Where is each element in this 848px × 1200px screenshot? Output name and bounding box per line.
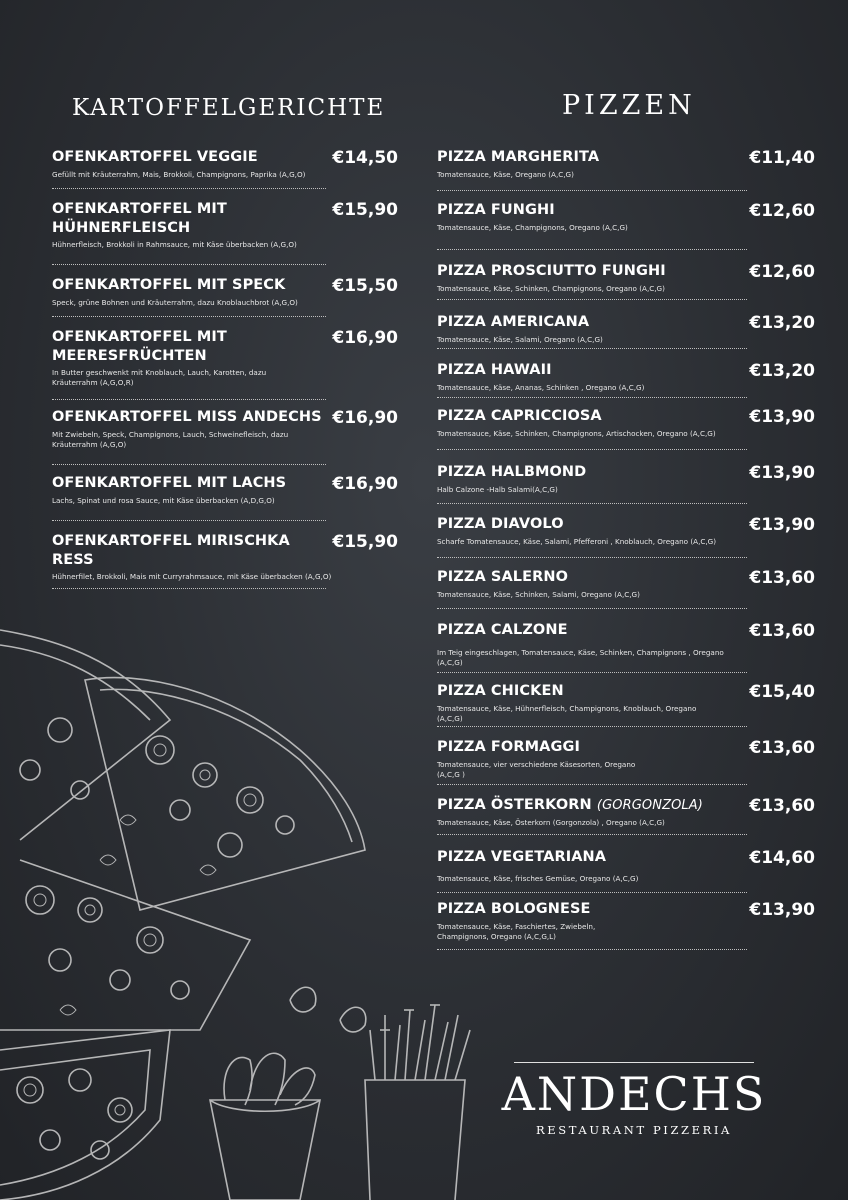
menu-item (437, 738, 815, 796)
item-price: €13,60 (749, 796, 815, 816)
menu-item (437, 848, 815, 900)
item-name: PIZZA CHICKEN (437, 683, 564, 699)
menu-item (52, 532, 398, 602)
dotted-divider (52, 399, 326, 400)
dotted-divider (437, 784, 747, 785)
menu-item (437, 682, 815, 738)
item-name: OFENKARTOFFEL MIRISCHKA RESS (52, 533, 290, 568)
item-name-note: (GORGONZOLA) (596, 798, 703, 813)
item-name: PIZZA FUNGHI (437, 202, 555, 218)
dotted-divider (52, 188, 326, 189)
menu-item (437, 900, 815, 960)
item-price: €15,90 (332, 532, 398, 552)
item-name: OFENKARTOFFEL VEGGIE (52, 149, 258, 165)
item-name: PIZZA HAWAII (437, 362, 552, 378)
dotted-divider (437, 299, 747, 300)
item-name: PIZZA ÖSTERKORN (GORGONZOLA) (437, 797, 703, 813)
item-name: OFENKARTOFFEL MIT MEERESFRÜCHTEN (52, 329, 227, 364)
item-description: Im Teig eingeschlagen, Tomatensauce, Käse, Schinken, Champignons , Oregano (A,C,G) (437, 648, 724, 667)
item-price: €12,60 (749, 201, 815, 221)
item-price: €13,20 (749, 313, 815, 333)
item-name: PIZZA SALERNO (437, 569, 569, 585)
dotted-divider (437, 190, 747, 191)
dotted-divider (437, 834, 747, 835)
brand-logo (490, 1062, 778, 1137)
brand-top-rule (514, 1062, 754, 1063)
menu-item (437, 568, 815, 621)
item-price: €14,60 (749, 848, 815, 868)
item-price: €13,90 (749, 463, 815, 483)
dotted-divider (437, 608, 747, 609)
item-price: €15,90 (332, 200, 398, 220)
menu-item (52, 408, 398, 474)
item-name: OFENKARTOFFEL MIT LACHS (52, 475, 287, 491)
menu-item (437, 796, 815, 848)
menu-item (437, 262, 815, 313)
item-name: PIZZA FORMAGGI (437, 739, 580, 755)
item-price: €15,40 (749, 682, 815, 702)
menu-item (437, 515, 815, 568)
dotted-divider (52, 316, 326, 317)
item-price: €16,90 (332, 474, 398, 494)
item-description: Tomatensauce, Käse, Salami, Oregano (A,C,G) (437, 335, 603, 344)
item-price: €11,40 (749, 148, 815, 168)
item-description: Scharfe Tomatensauce, Käse, Salami, Pfefferoni , Knoblauch, Oregano (A,C,G) (437, 537, 717, 546)
dotted-divider (437, 397, 747, 398)
menu-item (437, 201, 815, 262)
item-name: PIZZA BOLOGNESE (437, 901, 591, 917)
item-description: Tomatensauce, Käse, Faschiertes, Zwiebeln, Champignons, Oregano (A,C,G,L) (437, 922, 596, 941)
fries-and-wedges-sketch (190, 960, 490, 1200)
menu-item (52, 474, 398, 532)
item-description: Tomatensauce, Käse, Hühnerfleisch, Champignons, Knoblauch, Oregano (A,C,G) (437, 704, 697, 723)
kartoffel-menu-list (52, 148, 398, 602)
item-name: OFENKARTOFFEL MIT SPECK (52, 277, 286, 293)
item-description: Gefüllt mit Kräuterrahm, Mais, Brokkoli, Champignons, Paprika (A,G,O) (52, 170, 306, 179)
menu-item (437, 463, 815, 515)
menu-item (52, 328, 398, 408)
item-description: Tomatensauce, Käse, Champignons, Oregano (A,C,G) (437, 223, 628, 232)
pizza-section-title: PIZZEN (562, 90, 696, 121)
item-name: PIZZA DIAVOLO (437, 516, 564, 532)
dotted-divider (437, 449, 747, 450)
menu-item (52, 276, 398, 328)
item-description: Tomatensauce, Käse, Schinken, Champignons, Oregano (A,C,G) (437, 284, 665, 293)
dotted-divider (437, 249, 747, 250)
item-name: PIZZA MARGHERITA (437, 149, 600, 165)
menu-item (437, 407, 815, 463)
dotted-divider (52, 264, 326, 265)
item-name: OFENKARTOFFEL MIT HÜHNERFLEISCH (52, 201, 227, 236)
dotted-divider (437, 348, 747, 349)
kartoffel-section-title: KARTOFFELGERICHTE (72, 95, 386, 121)
menu-item (437, 313, 815, 361)
item-price: €14,50 (332, 148, 398, 168)
dotted-divider (52, 520, 326, 521)
item-name: PIZZA PROSCIUTTO FUNGHI (437, 263, 666, 279)
item-description: Halb Calzone -Halb Salami(A,C,G) (437, 485, 558, 494)
menu-item (437, 148, 815, 201)
dotted-divider (437, 892, 747, 893)
menu-item (52, 200, 398, 276)
item-name: PIZZA CAPRICCIOSA (437, 408, 602, 424)
item-description: Tomatensauce, Käse, Ananas, Schinken , Oregano (A,C,G) (437, 383, 645, 392)
item-price: €13,60 (749, 568, 815, 588)
item-price: €15,50 (332, 276, 398, 296)
item-description: Hühnerfleisch, Brokkoli in Rahmsauce, mit Käse überbacken (A,G,O) (52, 240, 297, 249)
item-name: PIZZA HALBMOND (437, 464, 587, 480)
dotted-divider (437, 949, 747, 950)
item-price: €13,20 (749, 361, 815, 381)
item-description: Speck, grüne Bohnen und Kräuterrahm, dazu Knoblauchbrot (A,G,O) (52, 298, 298, 307)
item-name: PIZZA VEGETARIANA (437, 849, 607, 865)
item-name: PIZZA AMERICANA (437, 314, 590, 330)
item-description: Lachs, Spinat und rosa Sauce, mit Käse überbacken (A,D,G,O) (52, 496, 275, 505)
item-description: Tomatensauce, vier verschiedene Käsesorten, Oregano (A,C,G ) (437, 760, 636, 779)
item-description: Tomatensauce, Käse, Österkorn (Gorgonzola) , Oregano (A,C,G) (437, 818, 665, 827)
dotted-divider (437, 503, 747, 504)
menu-item (52, 148, 398, 200)
item-price: €12,60 (749, 262, 815, 282)
pizza-menu-list (437, 148, 815, 960)
item-name: OFENKARTOFFEL MISS ANDECHS (52, 409, 322, 425)
menu-item (437, 361, 815, 407)
dotted-divider (437, 726, 747, 727)
item-price: €16,90 (332, 328, 398, 348)
item-description: Tomatensauce, Käse, frisches Gemüse, Oregano (A,C,G) (437, 874, 639, 883)
item-price: €13,60 (749, 738, 815, 758)
item-price: €13,90 (749, 515, 815, 535)
item-description: Hühnerfilet, Brokkoli, Mais mit Curryrahmsauce, mit Käse überbacken (A,G,O) (52, 572, 332, 581)
item-price: €13,90 (749, 900, 815, 920)
menu-item (437, 621, 815, 682)
item-description: Tomatensauce, Käse, Schinken, Champignons, Artischocken, Oregano (A,C,G) (437, 429, 716, 438)
dotted-divider (437, 672, 747, 673)
item-price: €13,60 (749, 621, 815, 641)
item-description: Mit Zwiebeln, Speck, Champignons, Lauch, Schweinefleisch, dazu Kräuterrahm (A,G,O) (52, 430, 289, 449)
item-description: Tomatensauce, Käse, Schinken, Salami, Oregano (A,C,G) (437, 590, 640, 599)
item-description: Tomatensauce, Käse, Oregano (A,C,G) (437, 170, 574, 179)
dotted-divider (437, 557, 747, 558)
dotted-divider (52, 588, 326, 589)
item-price: €16,90 (332, 408, 398, 428)
brand-subtitle: RESTAURANT PIZZERIA (536, 1123, 732, 1137)
item-price: €13,90 (749, 407, 815, 427)
item-description: In Butter geschwenkt mit Knoblauch, Lauch, Karotten, dazu Kräuterrahm (A,G,O,R) (52, 368, 267, 387)
dotted-divider (52, 464, 326, 465)
brand-name: ANDECHS (501, 1067, 767, 1121)
item-name: PIZZA CALZONE (437, 622, 568, 638)
